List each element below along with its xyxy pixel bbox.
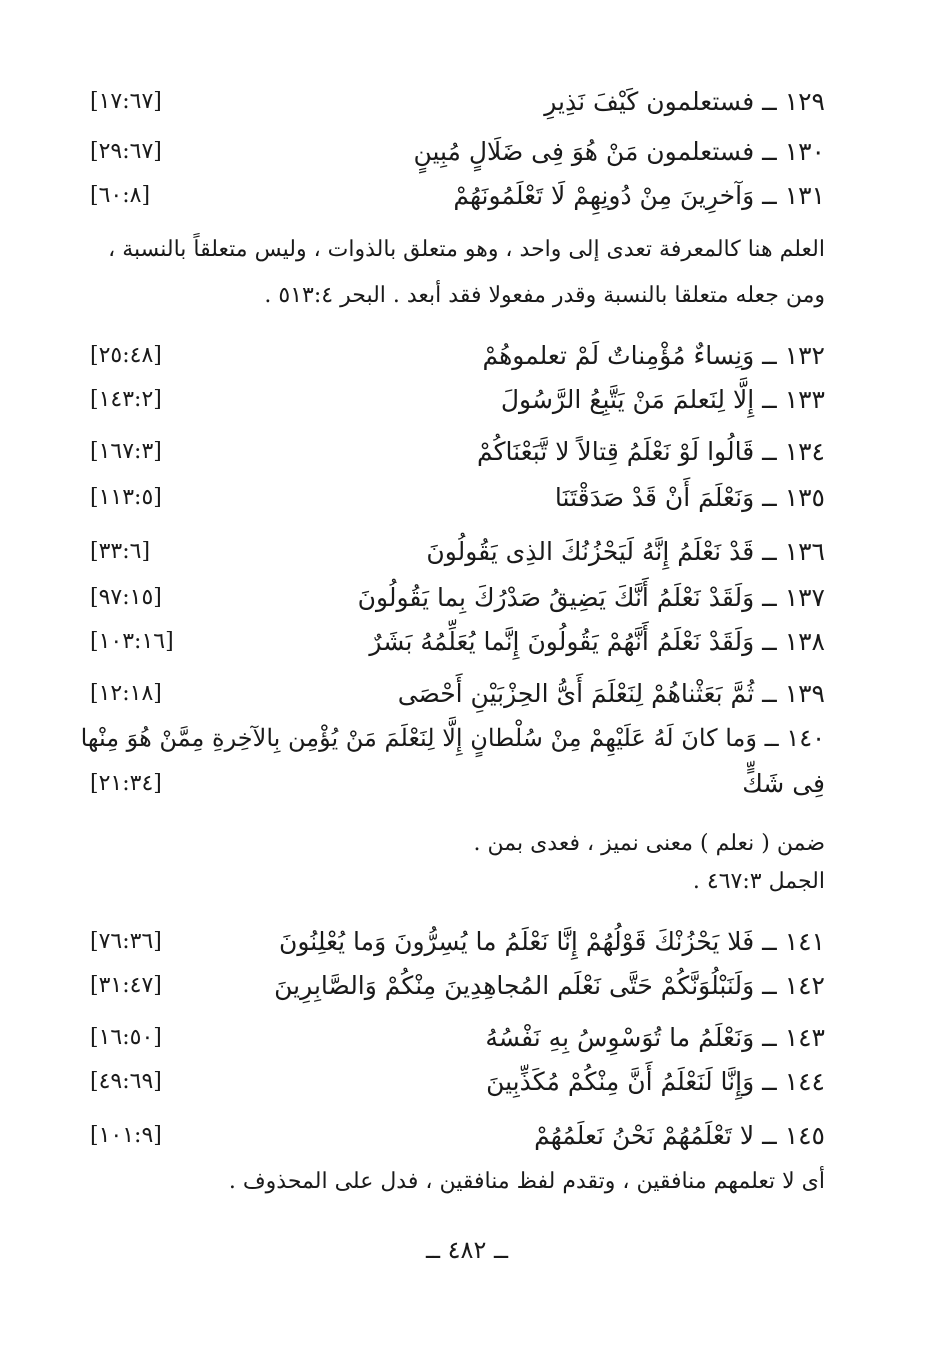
- verse-line: [90, 1018, 825, 1058]
- verse-text: ١٣١ ــ وَآخرِينَ مِنْ دُونِهِمْ لَا تَعْلَمُونَهُمْ: [453, 181, 825, 210]
- verse-line: [90, 380, 825, 420]
- page-number: ــ ٤٨٢ ــ: [425, 1236, 509, 1264]
- verse-line: [90, 82, 825, 122]
- verse-text: ١٣٣ ــ إِلَّا لِنَعلمَ مَنْ يَتَّبِعُ الرَّسُولَ: [500, 385, 825, 414]
- verse-line: [90, 132, 825, 172]
- verse-line: [90, 478, 825, 518]
- commentary-line: أى لا تعلمهم منافقين ، وتقدم لفظ منافقين ، فدل على المحذوف .: [228, 1169, 825, 1194]
- verse-text: ١٢٩ ــ فستعلمون كَيْفَ نَذِيرِ: [544, 87, 825, 116]
- verse-reference: [٩٧:١٥]: [90, 585, 162, 610]
- verse-line: [90, 578, 825, 618]
- verse-text: ١٣٦ ــ قَدْ نَعْلَمُ إِنَّهُ لَيَحْزُنُكَ الذِى يَقُولُونَ: [426, 537, 825, 566]
- verse-line: [90, 1116, 825, 1156]
- commentary-line: ضمن ( نعلم ) معنى نميز ، فعدى بمن .: [473, 831, 825, 856]
- verse-line: [90, 336, 825, 376]
- verse-reference: [٤٩:٦٩]: [90, 1069, 162, 1094]
- verse-reference: [٣٣:٦]: [90, 539, 151, 564]
- verse-reference: [١١٣:٥]: [90, 485, 162, 510]
- verse-line: [90, 922, 825, 962]
- verse-text: فِى شَكٍّ: [742, 769, 825, 798]
- verse-reference: [٢٩:٦٧]: [90, 139, 162, 164]
- verse-line: [90, 1062, 825, 1102]
- verse-reference: [٢٥:٤٨]: [90, 343, 162, 368]
- verse-text: ١٤٤ ــ وَإِنَّا لَنَعْلَمُ أَنَّ مِنْكُمْ مُكَذِّبِينَ: [486, 1067, 825, 1096]
- verse-text: ١٤١ ــ فَلا يَحْزُنْكَ قَوْلُهُمْ إِنَّا نَعْلَمُ ما يُسِرُّونَ وَما يُعْلِنُونَ: [279, 927, 825, 956]
- verse-text: ١٣٧ ــ وَلَقَدْ نَعْلَمُ أَنَّكَ يَضِيقُ صَدْرُكَ بِما يَقُولُونَ: [357, 583, 825, 612]
- verse-reference: [١٧:٦٧]: [90, 89, 162, 114]
- verse-line-continuation: [90, 764, 825, 804]
- commentary-line: العلم هنا كالمعرفة تعدى إلى واحد ، وهو متعلق بالذوات ، وليس متعلقاً بالنسبة ،: [108, 237, 825, 262]
- verse-text: ١٣٩ ــ ثُمَّ بَعَثْناهُمْ لِنَعْلَمَ أَىُّ الحِزْبَيْنِ أَحْصَى: [397, 679, 825, 708]
- verse-reference: [١٠١:٩]: [90, 1123, 162, 1148]
- verse-text: ١٤٥ ــ لا تَعْلَمُهُمْ نَحْنُ نَعلَمُهُمْ: [534, 1121, 825, 1150]
- verse-line: [80, 718, 825, 758]
- verse-reference: [٦٠:٨]: [90, 183, 151, 208]
- verse-text: ١٣٠ ــ فستعلمون مَنْ هُوَ فِى ضَلَالٍ مُبِينٍ: [413, 137, 825, 166]
- commentary-line: ومن جعله متعلقا بالنسبة وقدر مفعولا فقد أبعد . البحر ٥١٣:٤ .: [264, 283, 825, 308]
- verse-line: [90, 532, 825, 572]
- verse-reference: [١٦٧:٣]: [90, 439, 162, 464]
- verse-text: ١٤٠ ــ وَما كانَ لَهُ عَلَيْهِمْ مِنْ سُلْطانٍ إِلَّا لِنَعْلَمَ مَنْ يُؤْمِن بِالآخِرةِ مِمَّنْ هُوَ مِنْها: [80, 724, 825, 752]
- verse-text: ١٣٨ ــ وَلَقَدْ نَعْلَمُ أَنَّهُمْ يَقُولُونَ إِنَّما يُعَلِّمُهُ بَشَرٌ: [369, 627, 825, 656]
- verse-reference: [١٢:١٨]: [90, 681, 162, 706]
- verse-line: [90, 432, 825, 472]
- verse-reference: [٣١:٤٧]: [90, 973, 162, 998]
- commentary-line: الجمل ٤٦٧:٣ .: [692, 869, 825, 894]
- verse-line: [90, 176, 825, 216]
- verse-text: ١٤٢ ــ وَلَنَبْلُوَنَّكُمْ حَتَّى نَعْلَم المُجاهِدِينَ مِنْكُمْ وَالصَّابِرِينَ: [274, 971, 825, 1000]
- verse-text: ١٣٥ ــ وَنَعْلَمَ أَنْ قَدْ صَدَقْتَنَا: [554, 483, 825, 512]
- verse-reference: [٧٦:٣٦]: [90, 929, 162, 954]
- verse-reference: [١٤٣:٢]: [90, 387, 162, 412]
- verse-text: ١٣٤ ــ قَالُوا لَوْ نَعْلَمُ قِتالاً لا تَّبَعْنَاكُمْ: [477, 437, 825, 466]
- verse-line: [90, 622, 825, 662]
- verse-text: ١٣٢ ــ وَنِساءٌ مُؤْمِناتٌ لَمْ تعلموهُمْ: [482, 341, 825, 370]
- verse-reference: [١٦:٥٠]: [90, 1025, 162, 1050]
- verse-reference: [١٠٣:١٦]: [90, 629, 174, 654]
- verse-text: ١٤٣ ــ وَنَعْلَمُ ما تُوَسْوِسُ بِهِ نَفْسُهُ: [485, 1023, 825, 1052]
- verse-line: [90, 966, 825, 1006]
- verse-line: [90, 674, 825, 714]
- verse-reference: [٢١:٣٤]: [90, 771, 162, 796]
